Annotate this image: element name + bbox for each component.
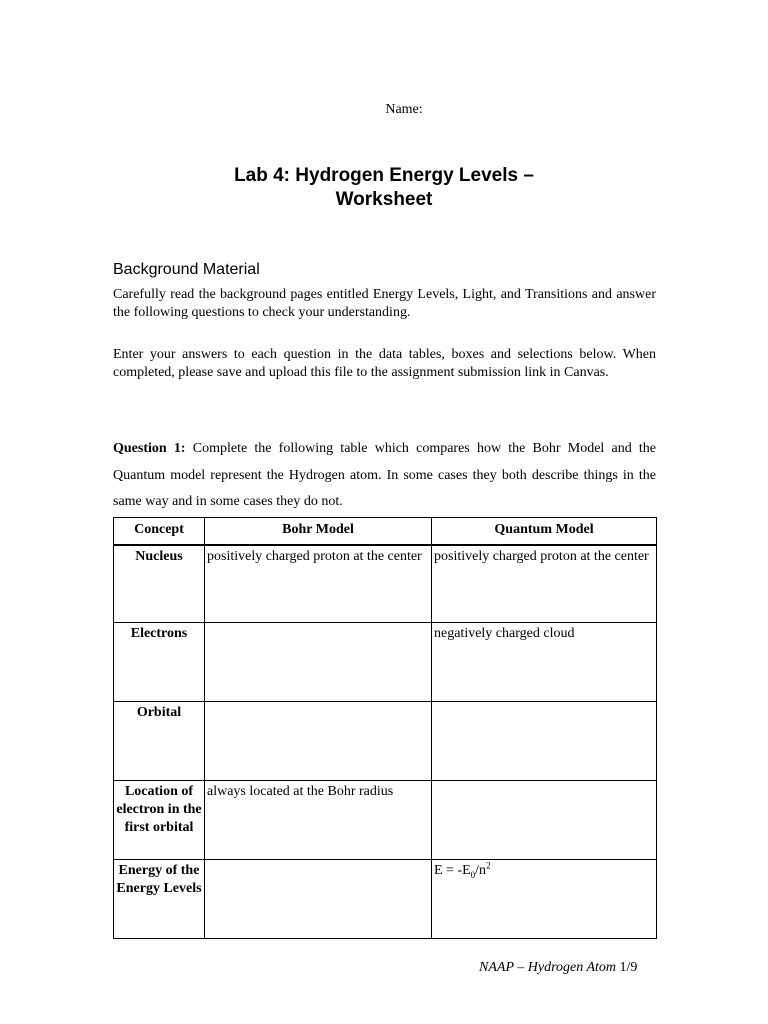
bohr-answer-cell[interactable] xyxy=(205,702,432,781)
bohr-answer-cell[interactable] xyxy=(205,860,432,939)
page-title xyxy=(0,164,768,212)
quantum-answer-cell[interactable] xyxy=(432,702,657,781)
concept-cell: Location of electron in the first orbital xyxy=(114,781,205,860)
title-line-2: Worksheet xyxy=(335,189,433,210)
energy-formula-prefix: E = -E xyxy=(434,863,471,878)
table-header-row xyxy=(114,518,657,546)
quantum-answer-cell[interactable]: positively charged proton at the center xyxy=(432,545,657,623)
header-bohr-model: Bohr Model xyxy=(205,518,432,546)
energy-formula-subscript: 0 xyxy=(470,869,476,880)
name-label: Name: xyxy=(385,102,423,117)
section-heading: Background Material xyxy=(113,261,260,278)
quantum-answer-cell[interactable] xyxy=(432,781,657,860)
bohr-answer-cell[interactable]: always located at the Bohr radius xyxy=(205,781,432,860)
page-footer xyxy=(479,960,637,976)
question-1-label: Question 1: xyxy=(113,441,186,456)
bohr-answer-cell[interactable]: positively charged proton at the center xyxy=(205,545,432,623)
question-1 xyxy=(113,436,656,516)
energy-formula-superscript: 2 xyxy=(486,860,491,871)
background-paragraph-2: Enter your answers to each question in the data tables, boxes and selections below. When completed, please save and upload this file to the assignment submission link in Canvas. xyxy=(113,347,656,380)
concept-cell: Electrons xyxy=(114,623,205,702)
energy-formula-mid: /n xyxy=(475,863,487,878)
table-row xyxy=(114,860,657,939)
title-line-1: Lab 4: Hydrogen Energy Levels – xyxy=(234,165,534,186)
header-quantum-model: Quantum Model xyxy=(432,518,657,546)
question-1-text: Complete the following table which compares how the Bohr Model and the Quantum model represent the Hydrogen atom. In some cases they both describe things in the same way and in some cases they do not. xyxy=(113,441,657,509)
bohr-answer-cell[interactable] xyxy=(205,623,432,702)
page-number: 1/9 xyxy=(619,960,638,975)
footer-text: NAAP – Hydrogen Atom xyxy=(479,960,620,975)
table-row xyxy=(114,623,657,702)
concept-cell: Energy of the Energy Levels xyxy=(114,860,205,939)
table-row xyxy=(114,702,657,781)
concept-cell: Nucleus xyxy=(114,545,205,623)
quantum-answer-cell[interactable]: negatively charged cloud xyxy=(432,623,657,702)
header-concept: Concept xyxy=(114,518,205,546)
table-row xyxy=(114,545,657,623)
quantum-answer-cell[interactable] xyxy=(432,860,657,939)
table-row xyxy=(114,781,657,860)
comparison-table xyxy=(113,517,657,939)
concept-cell: Orbital xyxy=(114,702,205,781)
background-paragraph-1: Carefully read the background pages entitled Energy Levels, Light, and Transitions and answer the following questions to check your understanding. xyxy=(113,287,656,320)
